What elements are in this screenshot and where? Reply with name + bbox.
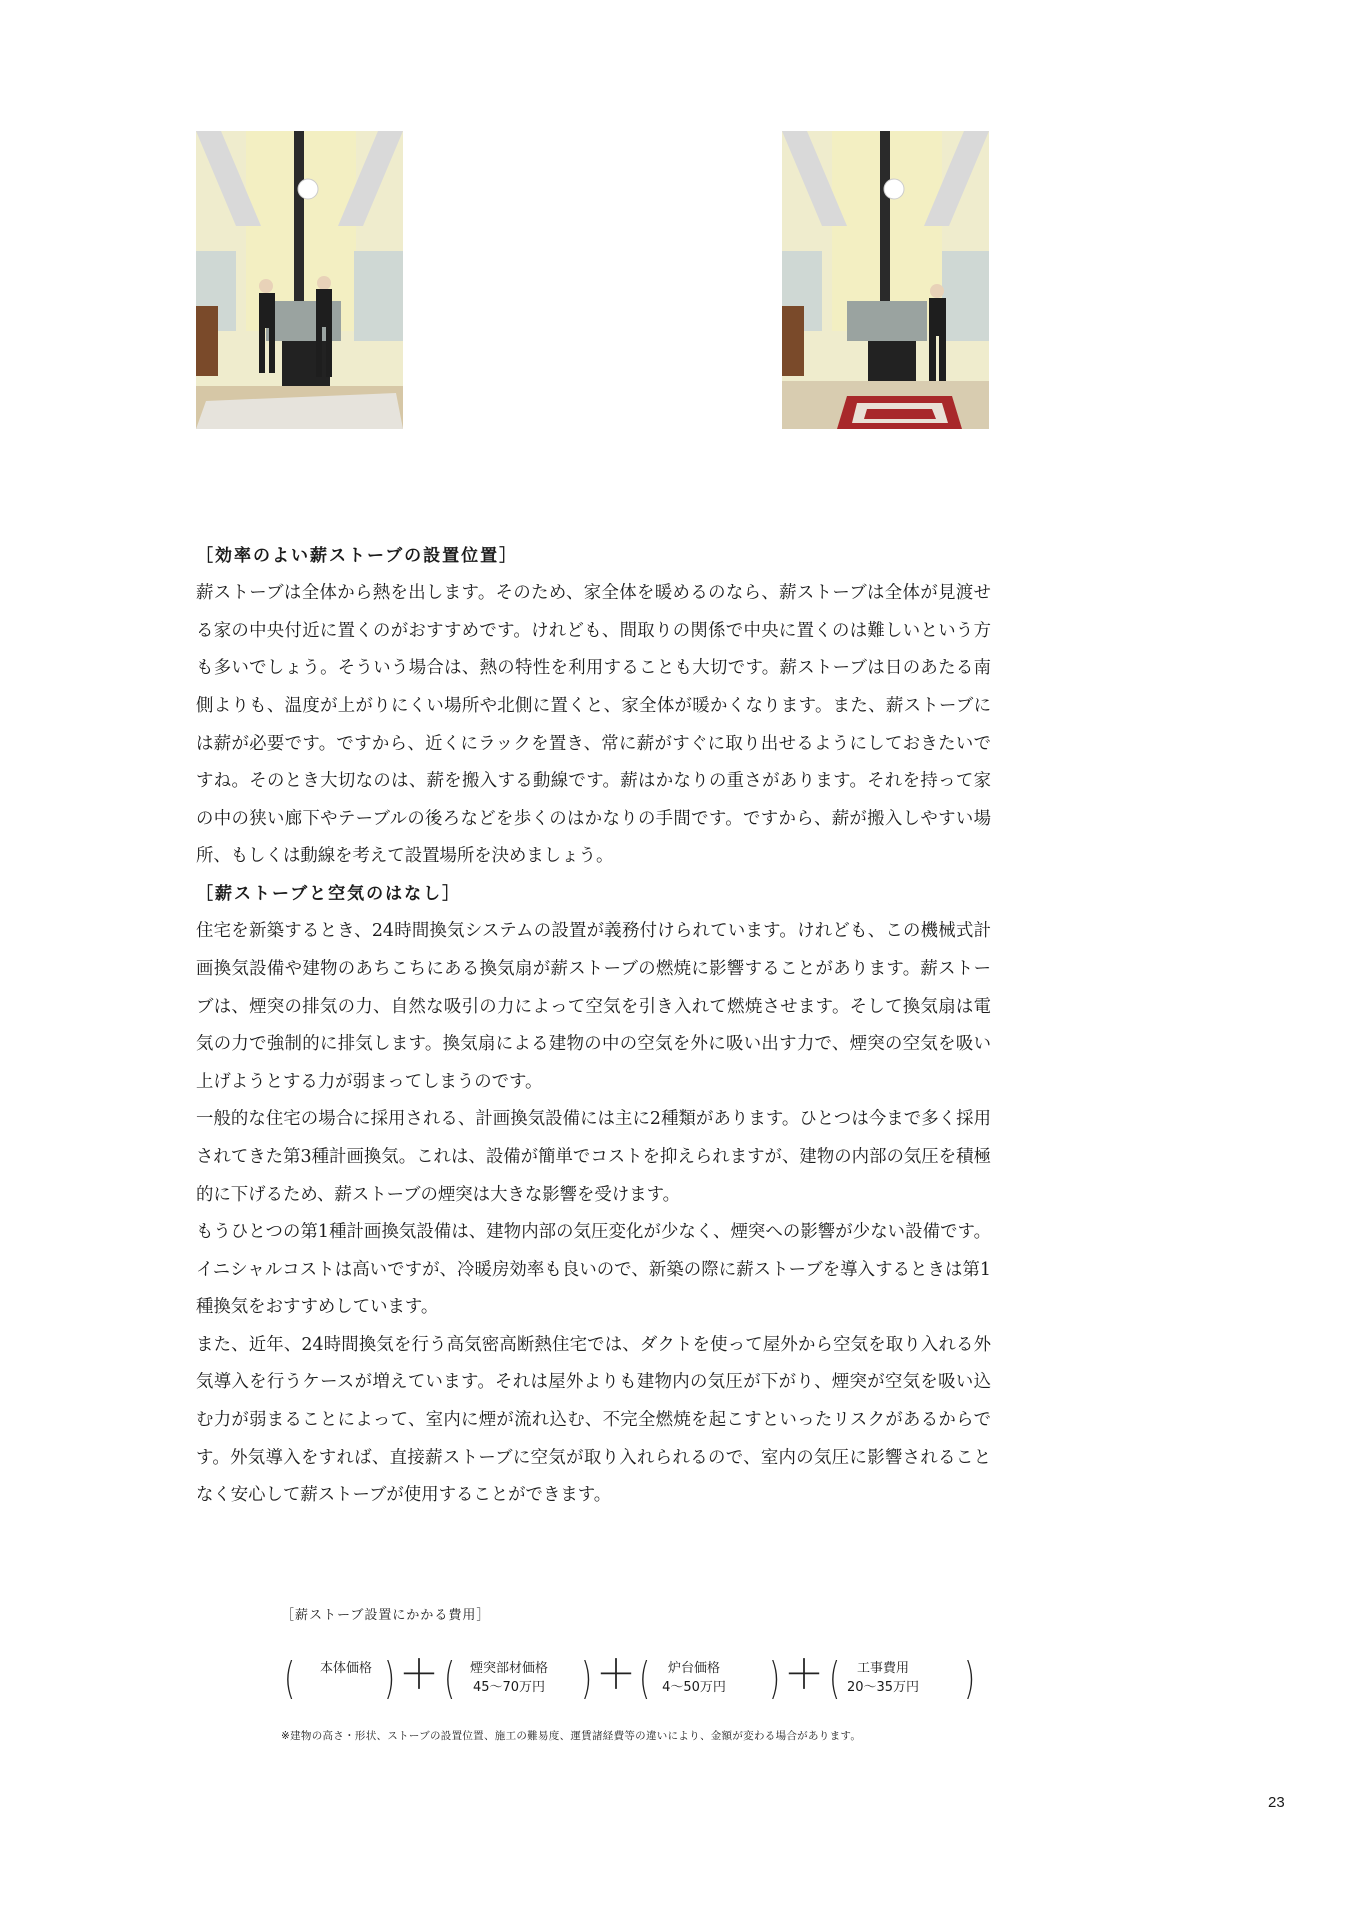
open-paren: (: [444, 1653, 456, 1704]
stove-completed-illustration: [782, 131, 989, 429]
cost-term: [634, 1659, 754, 1697]
section-paragraph: 一般的な住宅の場合に採用される、計画換気設備には主に2種類があります。ひとつは今まで多く採用されてきた第3種計画換気。これは、設備が簡単でコストを抑えられますが、建物の内部の気圧を積極的に下げるため、薪ストーブの煙突は大きな影響を受けます。: [196, 1109, 991, 1205]
section-paragraph: 住宅を新築するとき、24時間換気システムの設置が義務付けられています。けれども、この機械式計画換気設備や建物のあちこちにある換気扇が薪ストーブの燃焼に影響することがあります。薪ストーブは、煙突の排気の力、自然な吸引の力によって空気を引き入れて燃焼させます。そして換気扇は電気の力で強制的に排気します。換気扇による建物の中の空気を外に吸い出す力で、煙突の空気を吸い上げようとする力が弱まってしまうのです。: [196, 921, 991, 1092]
stove-installation-illustration: [196, 131, 403, 429]
section-paragraph: また、近年、24時間換気を行う高気密高断熱住宅では、ダクトを使って屋外から空気を取り入れる外気導入を行うケースが増えています。それは屋外よりも建物内の気圧が下がり、煙突が空気を吸い込む力が弱まることによって、室内に煙が流れ込む、不完全燃焼を起こすといったリスクがあるからです。外気導入をすれば、直接薪ストーブに空気が取り入れられるので、室内の気圧に影響されることなく安心して薪ストーブが使用することができます。: [196, 1334, 991, 1506]
open-paren: (: [284, 1653, 296, 1704]
section-heading: ［効率のよい薪ストーブの設置位置］: [196, 546, 519, 566]
cost-term-name: 炉台価格: [667, 1661, 720, 1676]
close-paren: ): [581, 1653, 593, 1704]
cost-term-name: 煙突部材価格: [469, 1661, 548, 1676]
open-paren: (: [639, 1653, 651, 1704]
open-paren: (: [829, 1653, 841, 1704]
cost-formula: [281, 1654, 1001, 1714]
close-paren: ): [964, 1653, 976, 1704]
cost-term: [823, 1659, 943, 1697]
plus-sign: ＋: [784, 1652, 824, 1698]
plus-sign: ＋: [399, 1652, 439, 1698]
plus-sign: ＋: [596, 1652, 636, 1698]
section-paragraph: 薪ストーブは全体から熱を出します。そのため、家全体を暖めるのなら、薪ストーブは全体が見渡せる家の中央付近に置くのがおすすめです。けれども、間取りの関係で中央に置くのは難しいという方も多いでしょう。そういう場合は、熱の特性を利用することも大切です。薪ストーブは日のあたる南側よりも、温度が上がりにくい場所や北側に置くと、家全体が暖かくなります。また、薪ストーブには薪が必要です。ですから、近くにラックを置き、常に薪がすぐに取り出せるようにしておきたいですね。そのとき大切なのは、薪を搬入する動線です。薪はかなりの重さがあります。それを持って家の中の狭い廊下やテーブルの後ろなどを歩くのはかなりの手間です。ですから、薪が搬入しやすい場所、もしくは動線を考えて設置場所を決めましょう。: [196, 583, 991, 867]
cost-title: ［薪ストーブ設置にかかる費用］: [281, 1608, 491, 1623]
cost-term: [449, 1659, 569, 1697]
cost-term-price: 20〜35万円: [846, 1680, 920, 1695]
section-heading: ［薪ストーブと空気のはなし］: [196, 884, 462, 905]
cost-term-price: 45〜70万円: [472, 1680, 546, 1695]
close-paren: ): [769, 1653, 781, 1704]
stove-installation-photo: [196, 131, 403, 429]
cost-term-price: 4〜50万円: [662, 1680, 726, 1695]
stove-completed-photo: [782, 131, 989, 429]
cost-term-name: 工事費用: [856, 1661, 909, 1676]
cost-term-name: 本体価格: [319, 1661, 372, 1676]
cost-note: ※建物の高さ・形状、ストーブの設置位置、施工の難易度、運賃諸経費等の違いにより、金額が変わる場合があります。: [281, 1730, 862, 1742]
section-paragraph: もうひとつの第1種計画換気設備は、建物内部の気圧変化が少なく、煙突への影響が少ない設備です。イニシャルコストは高いですが、冷暖房効率も良いので、新築の際に薪ストーブを導入するときは第1種換気をおすすめしています。: [196, 1222, 991, 1318]
cost-breakdown: [281, 1604, 1001, 1743]
close-paren: ): [384, 1653, 396, 1704]
article-body: [196, 538, 991, 1515]
page-number: 23: [1268, 1794, 1285, 1811]
